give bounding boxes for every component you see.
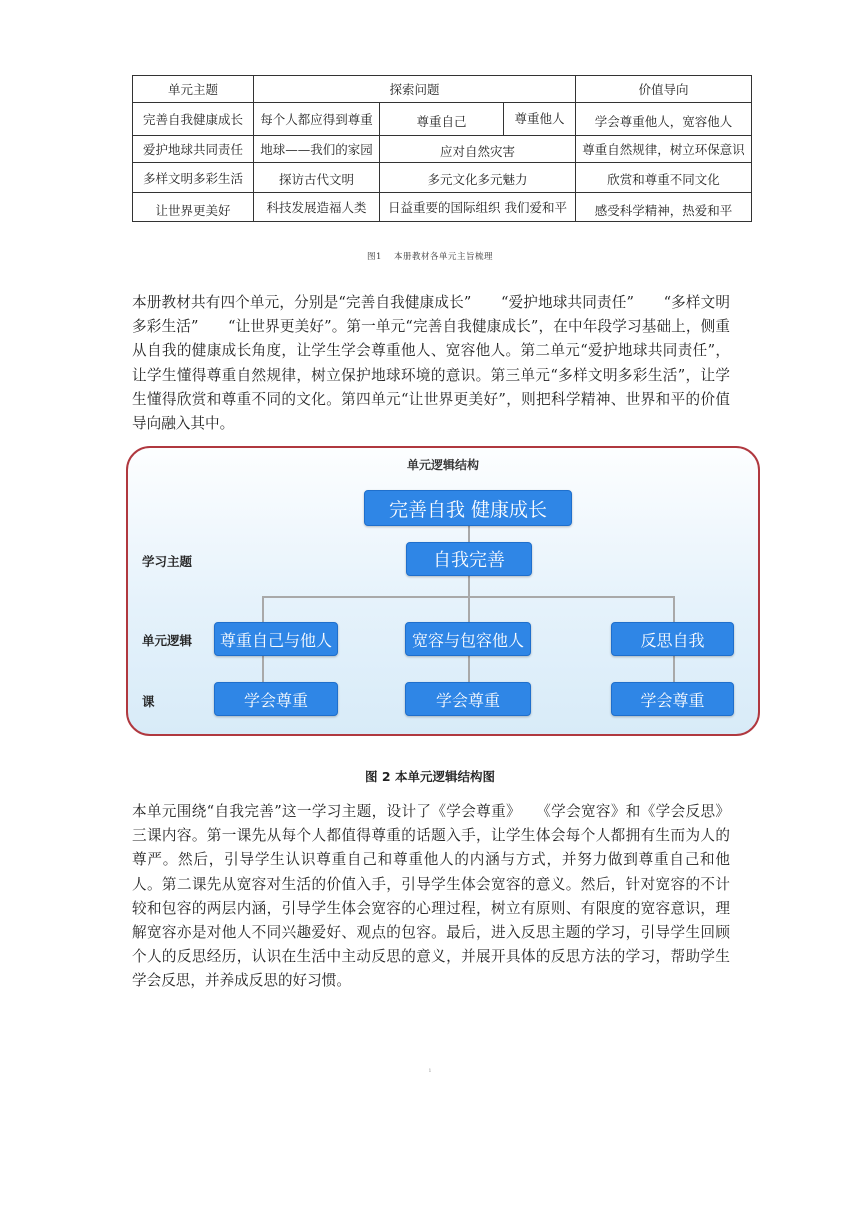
cell-question: 探访古代文明 bbox=[278, 172, 354, 187]
connector-line bbox=[468, 596, 470, 622]
row-label-logic: 单元逻辑 bbox=[142, 633, 193, 648]
connector-line bbox=[468, 656, 470, 682]
connector-line bbox=[468, 526, 470, 542]
cell-value: 感受科学精神，热爱和平 bbox=[594, 203, 733, 218]
lesson-box: 学会尊重 bbox=[405, 682, 531, 716]
diagram-title: 单元逻辑结构 bbox=[406, 458, 479, 472]
cell-question: 应对自然灾害 bbox=[439, 144, 515, 159]
unit-table bbox=[0, 0, 860, 240]
cell-question: 多元文化多元魅力 bbox=[427, 172, 528, 187]
paragraph-unit-design: 本单元围绕“自我完善”这一学习主题，设计了《学会尊重》 《学会宽容》和《学会反思》三课内容。第一课先从每个人都值得尊重的话题入手，让学生体会每个人都拥有生而为人的尊严。然后，引导学生认识尊重自己和尊重他人的内涵与方式，并努力做到尊重自己和他人。第二课先从宽容对生活的价值入手，引导学生体会宽容的意义。然后，针对宽容的不计较和包容的两层内涵，引导学生体会宽容的心理过程，树立有原则、有限度的宽容意识，理解宽容亦是对他人不同兴趣爱好、观点的包容。最后，进入反思主题的学习，引导学生回顾个人的反思经历，认识在生活中主动反思的意义，并展开具体的反思方法的学习，帮助学生学会反思，并养成反思的好习惯。 bbox=[132, 803, 730, 990]
cell-question: 尊重自己 bbox=[416, 114, 467, 129]
logic-box: 尊重自己与他人 bbox=[214, 622, 338, 656]
lesson-box: 学会尊重 bbox=[611, 682, 734, 716]
header-inquiry: 探索问题 bbox=[389, 82, 440, 97]
figure1-label: 图1 bbox=[367, 252, 382, 262]
cell-question: 日益重要的国际组织 我们爱和平 bbox=[388, 200, 567, 215]
table-rule bbox=[751, 75, 752, 222]
cell-question: 尊重他人 bbox=[514, 111, 565, 126]
connector-line bbox=[673, 656, 675, 682]
cell-question: 地球——我们的家园 bbox=[260, 142, 373, 157]
cell-value: 尊重自然规律，树立环保意识 bbox=[582, 142, 745, 157]
logic-box: 宽容与包容他人 bbox=[405, 622, 531, 656]
figure1-caption bbox=[0, 250, 860, 262]
cell-theme: 多样文明多彩生活 bbox=[142, 170, 243, 186]
connector-line bbox=[262, 656, 264, 682]
figure1-text: 本册教材各单元主旨梳理 bbox=[393, 252, 493, 262]
cell-theme: 让世界更美好 bbox=[155, 203, 231, 218]
cell-question: 每个人都应得到尊重 bbox=[260, 112, 373, 127]
cell-value: 学会尊重他人，宽容他人 bbox=[594, 114, 733, 129]
logic-box: 反思自我 bbox=[611, 622, 734, 656]
figure2-caption: 图 2 本单元逻辑结构图 bbox=[365, 769, 495, 784]
row-label-theme: 学习主题 bbox=[142, 554, 193, 569]
unit-logic-diagram bbox=[126, 446, 760, 736]
page-number: 1 bbox=[428, 1068, 432, 1074]
header-theme: 单元主题 bbox=[167, 82, 218, 97]
connector-line bbox=[673, 596, 675, 622]
cell-value: 欣赏和尊重不同文化 bbox=[607, 172, 720, 187]
row-label-lesson: 课 bbox=[142, 694, 155, 709]
theme-box: 自我完善 bbox=[406, 542, 532, 576]
connector-line bbox=[262, 596, 264, 622]
cell-theme: 完善自我健康成长 bbox=[142, 112, 243, 127]
cell-theme: 爱护地球共同责任 bbox=[142, 142, 243, 157]
unit-title-box: 完善自我 健康成长 bbox=[364, 490, 572, 526]
connector-line bbox=[468, 576, 470, 596]
paragraph-units-overview: 本册教材共有四个单元，分别是“完善自我健康成长” “爱护地球共同责任” “多样文明多彩生活” “让世界更美好”。第一单元“完善自我健康成长”，在中年段学习基础上，侧重从自我的健康成长角度，让学生学会尊重他人、宽容他人。第二单元“爱护地球共同责任”，让学生懂得尊重自然规律，树立保护地球环境的意识。第三单元“多样文明多彩生活”，让学生懂得欣赏和尊重不同的文化。第四单元“让世界更美好”，则把科学精神、世界和平的价值导向融入其中。 bbox=[132, 294, 730, 433]
lesson-box: 学会尊重 bbox=[214, 682, 338, 716]
header-value: 价值导向 bbox=[638, 82, 689, 97]
cell-question: 科技发展造福人类 bbox=[266, 200, 367, 215]
